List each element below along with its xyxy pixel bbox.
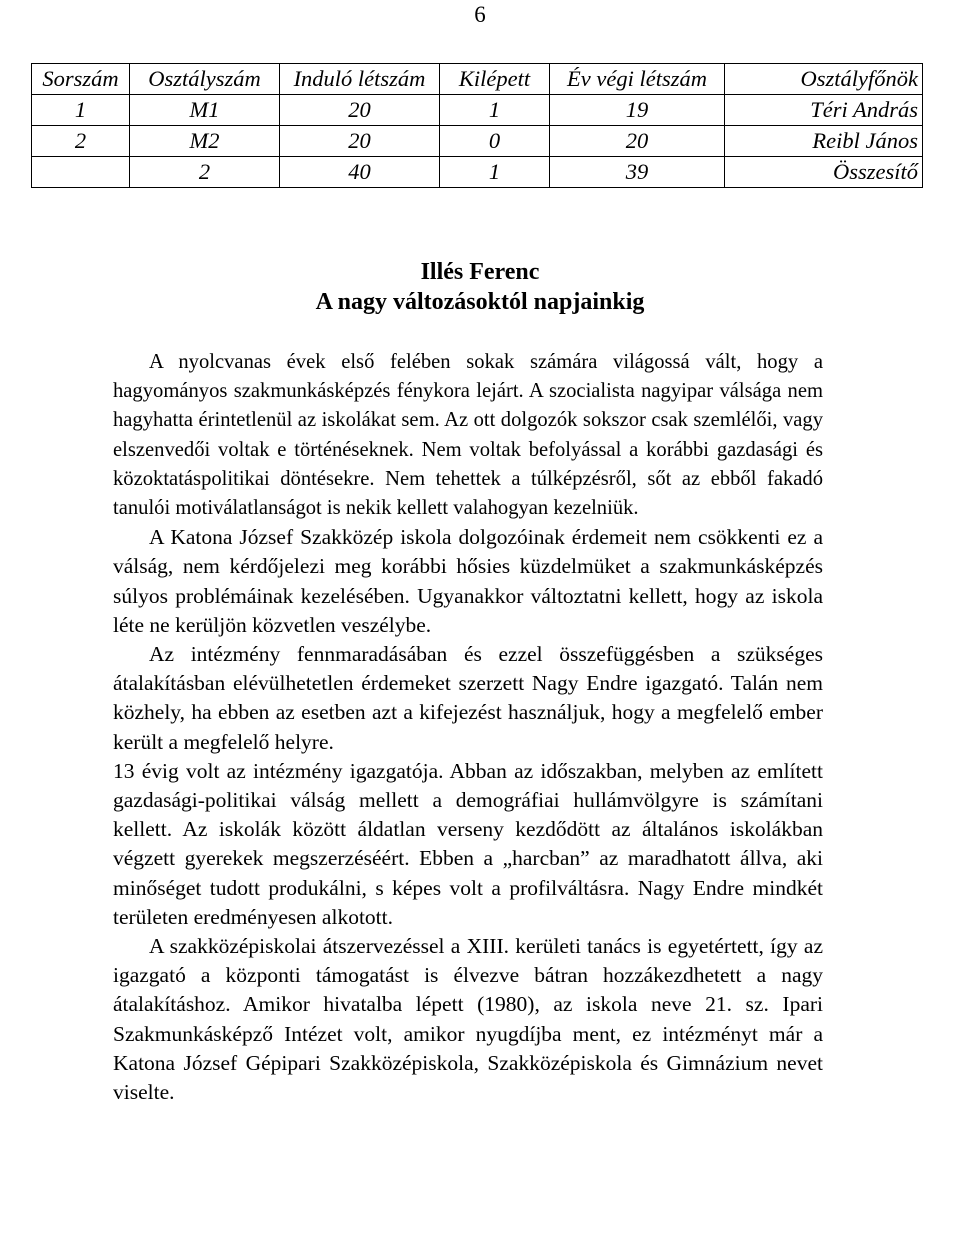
table-cell: 0 xyxy=(440,126,550,157)
table-cell: 20 xyxy=(550,126,725,157)
table-cell: Reibl János xyxy=(725,126,923,157)
table-cell xyxy=(32,157,130,188)
table-summary-row xyxy=(32,157,923,188)
table-cell: Téri András xyxy=(725,95,923,126)
article-body xyxy=(113,348,823,1107)
table-header-cell: Osztályszám xyxy=(130,64,280,95)
article-paragraph: 13 évig volt az intézmény igazgatója. Abban az időszakban, melyben az említett gazdasági-politikai válság mellett a demográfiai hullámvölgyre is számítani kellett. Az iskolák között áldatlan verseny kezdődött az általános iskolákban végzett gyerekek megszerzéséért. Ebben a „harcban” az maradhatott állva, aki minőséget tudott produkálni, s képes volt a profilváltásra. Nagy Endre mindkét területen eredményesen alkotott. xyxy=(113,758,823,929)
table-header-cell: Kilépett xyxy=(440,64,550,95)
table-cell: Összesítő xyxy=(725,157,923,188)
table-cell: 2 xyxy=(32,126,130,157)
article-paragraph: A Katona József Szakközép iskola dolgozóinak érdemeit nem csökkenti ez a válság, nem kérdőjelezi meg korábbi hősies küzdelmüket a szakmunkásképzés súlyos problémáinak kezelésében. Ugyanakkor változtatni kellett, hogy az iskola léte ne kerüljön közvetlen veszélybe. xyxy=(113,525,823,637)
article-paragraph: Az intézmény fennmaradásában és ezzel összefüggésben a szükséges átalakításban elévülhetetlen érdemeket szerzett Nagy Endre igazgató. Talán nem közhely, ha ebben az esetben azt a kifejezést használjuk, hogy a megfelelő ember került a megfelelő helyre. xyxy=(113,642,823,754)
table-cell: 1 xyxy=(440,95,550,126)
table-cell: M1 xyxy=(130,95,280,126)
table-cell: 20 xyxy=(280,126,440,157)
table-header-row xyxy=(32,64,923,95)
article-paragraph: A nyolcvanas évek első felében sokak számára világossá vált, hogy a hagyományos szakmunkásképzés fénykora lejárt. A szocialista nagyipar válsága nem hagyhatta érintetlenül az iskolákat sem. Az ott dolgozók sokszor csak szemlélői, vagy elszenvedői voltak e történéseknek. Nem voltak befolyással a korábbi gazdasági és közoktatáspolitikai döntésekre. Nem tehettek a túlképzésről, sőt az ebből fakadó tanulói motiválatlanságot is nekik kellett valahogyan kezelniük. xyxy=(113,351,823,520)
table-row xyxy=(32,95,923,126)
table-cell: M2 xyxy=(130,126,280,157)
table-cell: 39 xyxy=(550,157,725,188)
table-header-cell: Év végi létszám xyxy=(550,64,725,95)
table-cell: 19 xyxy=(550,95,725,126)
table-row xyxy=(32,126,923,157)
table-header-cell: Sorszám xyxy=(32,64,130,95)
article-title: A nagy változásoktól napjainkig xyxy=(315,289,645,315)
table-header-cell: Induló létszám xyxy=(280,64,440,95)
article-heading xyxy=(0,257,960,317)
table-cell: 20 xyxy=(280,95,440,126)
article-author: Illés Ferenc xyxy=(420,259,540,285)
class-statistics-table xyxy=(31,63,923,188)
table-cell: 1 xyxy=(32,95,130,126)
table-cell: 1 xyxy=(440,157,550,188)
table-cell: 40 xyxy=(280,157,440,188)
article-paragraph: A szakközépiskolai átszervezéssel a XIII. kerületi tanács is egyetértett, így az igazgató a központi támogatást is élvezve bátran hozzákezdhetett a nagy átalakításhoz. Amikor hivatalba lépett (1980), az iskola neve 21. sz. Ipari Szakmunkásképző Intézet volt, amikor nyugdíjba ment, ez intézményt már a Katona József Gépipari Szakközépiskola, Szakközépiskola és Gimnázium nevet viselte. xyxy=(113,934,823,1105)
table-header-cell: Osztályfőnök xyxy=(725,64,923,95)
page-number: 6 xyxy=(474,2,486,27)
table-cell: 2 xyxy=(130,157,280,188)
